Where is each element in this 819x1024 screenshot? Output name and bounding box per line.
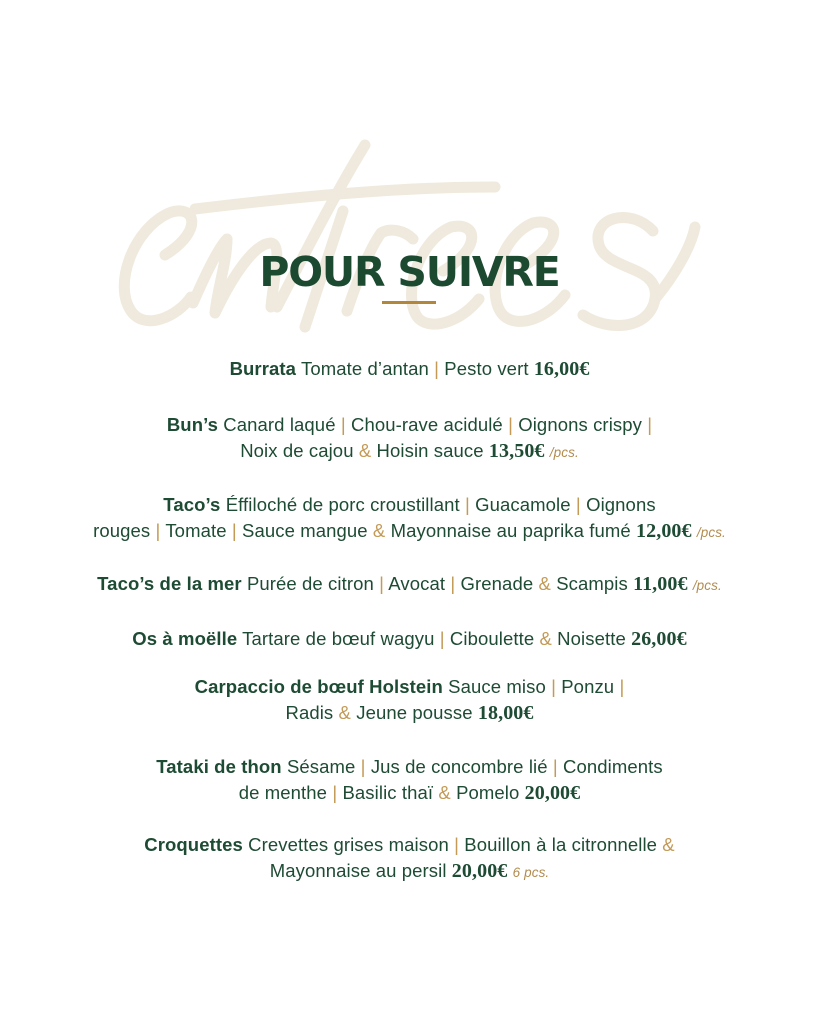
item-ingredient: Ciboulette [449, 628, 535, 649]
item-name: Taco’s de la mer [97, 573, 242, 594]
script-word-entrees [95, 135, 705, 350]
item-ingredient: Crevettes grises maison [248, 834, 449, 855]
item-ingredient: Sésame [286, 756, 356, 777]
item-ingredient: Condiments [563, 756, 663, 777]
item-ingredient: Basilic thaï [342, 782, 434, 803]
item-ingredient: Ponzu [561, 676, 615, 697]
item-ingredient: Scampis [556, 573, 628, 594]
item-ingredient: Avocat [388, 573, 446, 594]
item-ingredient: Hoisin sauce [376, 440, 484, 461]
item-ingredient: Pesto vert [444, 358, 529, 379]
item-ingredient: Tomate d’antan [300, 358, 429, 379]
item-price: 26,00€ [631, 628, 687, 650]
item-ingredient: Canard laqué [223, 414, 336, 435]
item-ingredient: Tartare de bœuf wagyu [242, 628, 435, 649]
ampersand: & [538, 573, 551, 594]
menu-item [20, 832, 799, 886]
item-ingredient: Sauce miso [448, 676, 546, 697]
item-ingredient: Oignons [586, 494, 656, 515]
item-ingredient: Bouillon à la citronnelle [464, 834, 658, 855]
menu-item [20, 571, 799, 599]
separator: | [551, 676, 556, 697]
separator: | [619, 676, 625, 697]
item-name: Bun’s [166, 414, 219, 435]
item-name: Taco’s [163, 494, 221, 515]
item-price: 18,00€ [477, 702, 534, 724]
separator: | [332, 782, 338, 803]
menu-item [20, 626, 799, 652]
item-unit: 6 pcs. [512, 865, 550, 880]
item-ingredient: Purée de citron [246, 573, 374, 594]
ampersand: & [372, 520, 386, 541]
separator: | [439, 628, 445, 649]
menu-item [20, 674, 799, 726]
ampersand: & [438, 782, 451, 803]
item-ingredient: Radis [285, 702, 334, 723]
item-name: Carpaccio de bœuf Holstein [194, 676, 443, 697]
item-ingredient: rouges [93, 520, 151, 541]
item-price: 11,00€ [633, 573, 688, 595]
separator: | [231, 520, 237, 541]
item-ingredient: Oignons crispy [518, 414, 642, 435]
separator: | [575, 494, 581, 515]
ampersand: & [358, 440, 372, 461]
item-price: 16,00€ [533, 358, 590, 380]
separator: | [155, 520, 161, 541]
item-ingredient: de menthe [238, 782, 328, 803]
item-unit: /pcs. [692, 578, 722, 593]
item-ingredient: Sauce mangue [242, 520, 368, 541]
separator: | [465, 494, 470, 515]
item-ingredient: Guacamole [475, 494, 571, 515]
separator: | [379, 573, 385, 594]
item-ingredient: Mayonnaise au paprika fumé [390, 520, 631, 541]
item-price: 12,00€ [636, 520, 692, 542]
separator: | [647, 414, 653, 435]
separator: | [360, 756, 366, 777]
item-price: 20,00€ [451, 860, 508, 882]
item-name: Tataki de thon [156, 756, 282, 777]
item-price: 13,50€ [488, 440, 545, 462]
item-ingredient: Noisette [557, 628, 626, 649]
ampersand: & [539, 628, 552, 649]
separator: | [450, 573, 456, 594]
item-ingredient: Éffiloché de porc croustillant [225, 494, 460, 515]
item-ingredient: Chou-rave acidulé [350, 414, 503, 435]
ampersand: & [662, 834, 675, 855]
page-title: POUR SUIVRE [259, 248, 560, 296]
item-ingredient: Pomelo [456, 782, 520, 803]
item-ingredient: Grenade [460, 573, 534, 594]
separator: | [454, 834, 460, 855]
separator: | [552, 756, 558, 777]
item-unit: /pcs. [549, 445, 579, 460]
item-price: 20,00€ [524, 782, 581, 804]
separator: | [434, 358, 440, 379]
item-ingredient: Jeune pousse [356, 702, 473, 723]
separator: | [340, 414, 346, 435]
item-ingredient: Mayonnaise au persil [269, 860, 447, 881]
ampersand: & [338, 702, 351, 723]
item-ingredient: Noix de cajou [240, 440, 354, 461]
item-ingredient: Tomate [165, 520, 227, 541]
item-name: Croquettes [144, 834, 243, 855]
item-name: Os à moëlle [132, 628, 238, 649]
item-name: Burrata [229, 358, 297, 379]
menu-item [20, 356, 799, 382]
separator: | [508, 414, 513, 435]
item-unit: /pcs. [696, 525, 726, 540]
menu-item [20, 412, 799, 466]
menu-item [20, 492, 799, 546]
item-ingredient: Jus de concombre lié [370, 756, 548, 777]
menu-item [20, 754, 799, 806]
title-underline [382, 301, 436, 304]
